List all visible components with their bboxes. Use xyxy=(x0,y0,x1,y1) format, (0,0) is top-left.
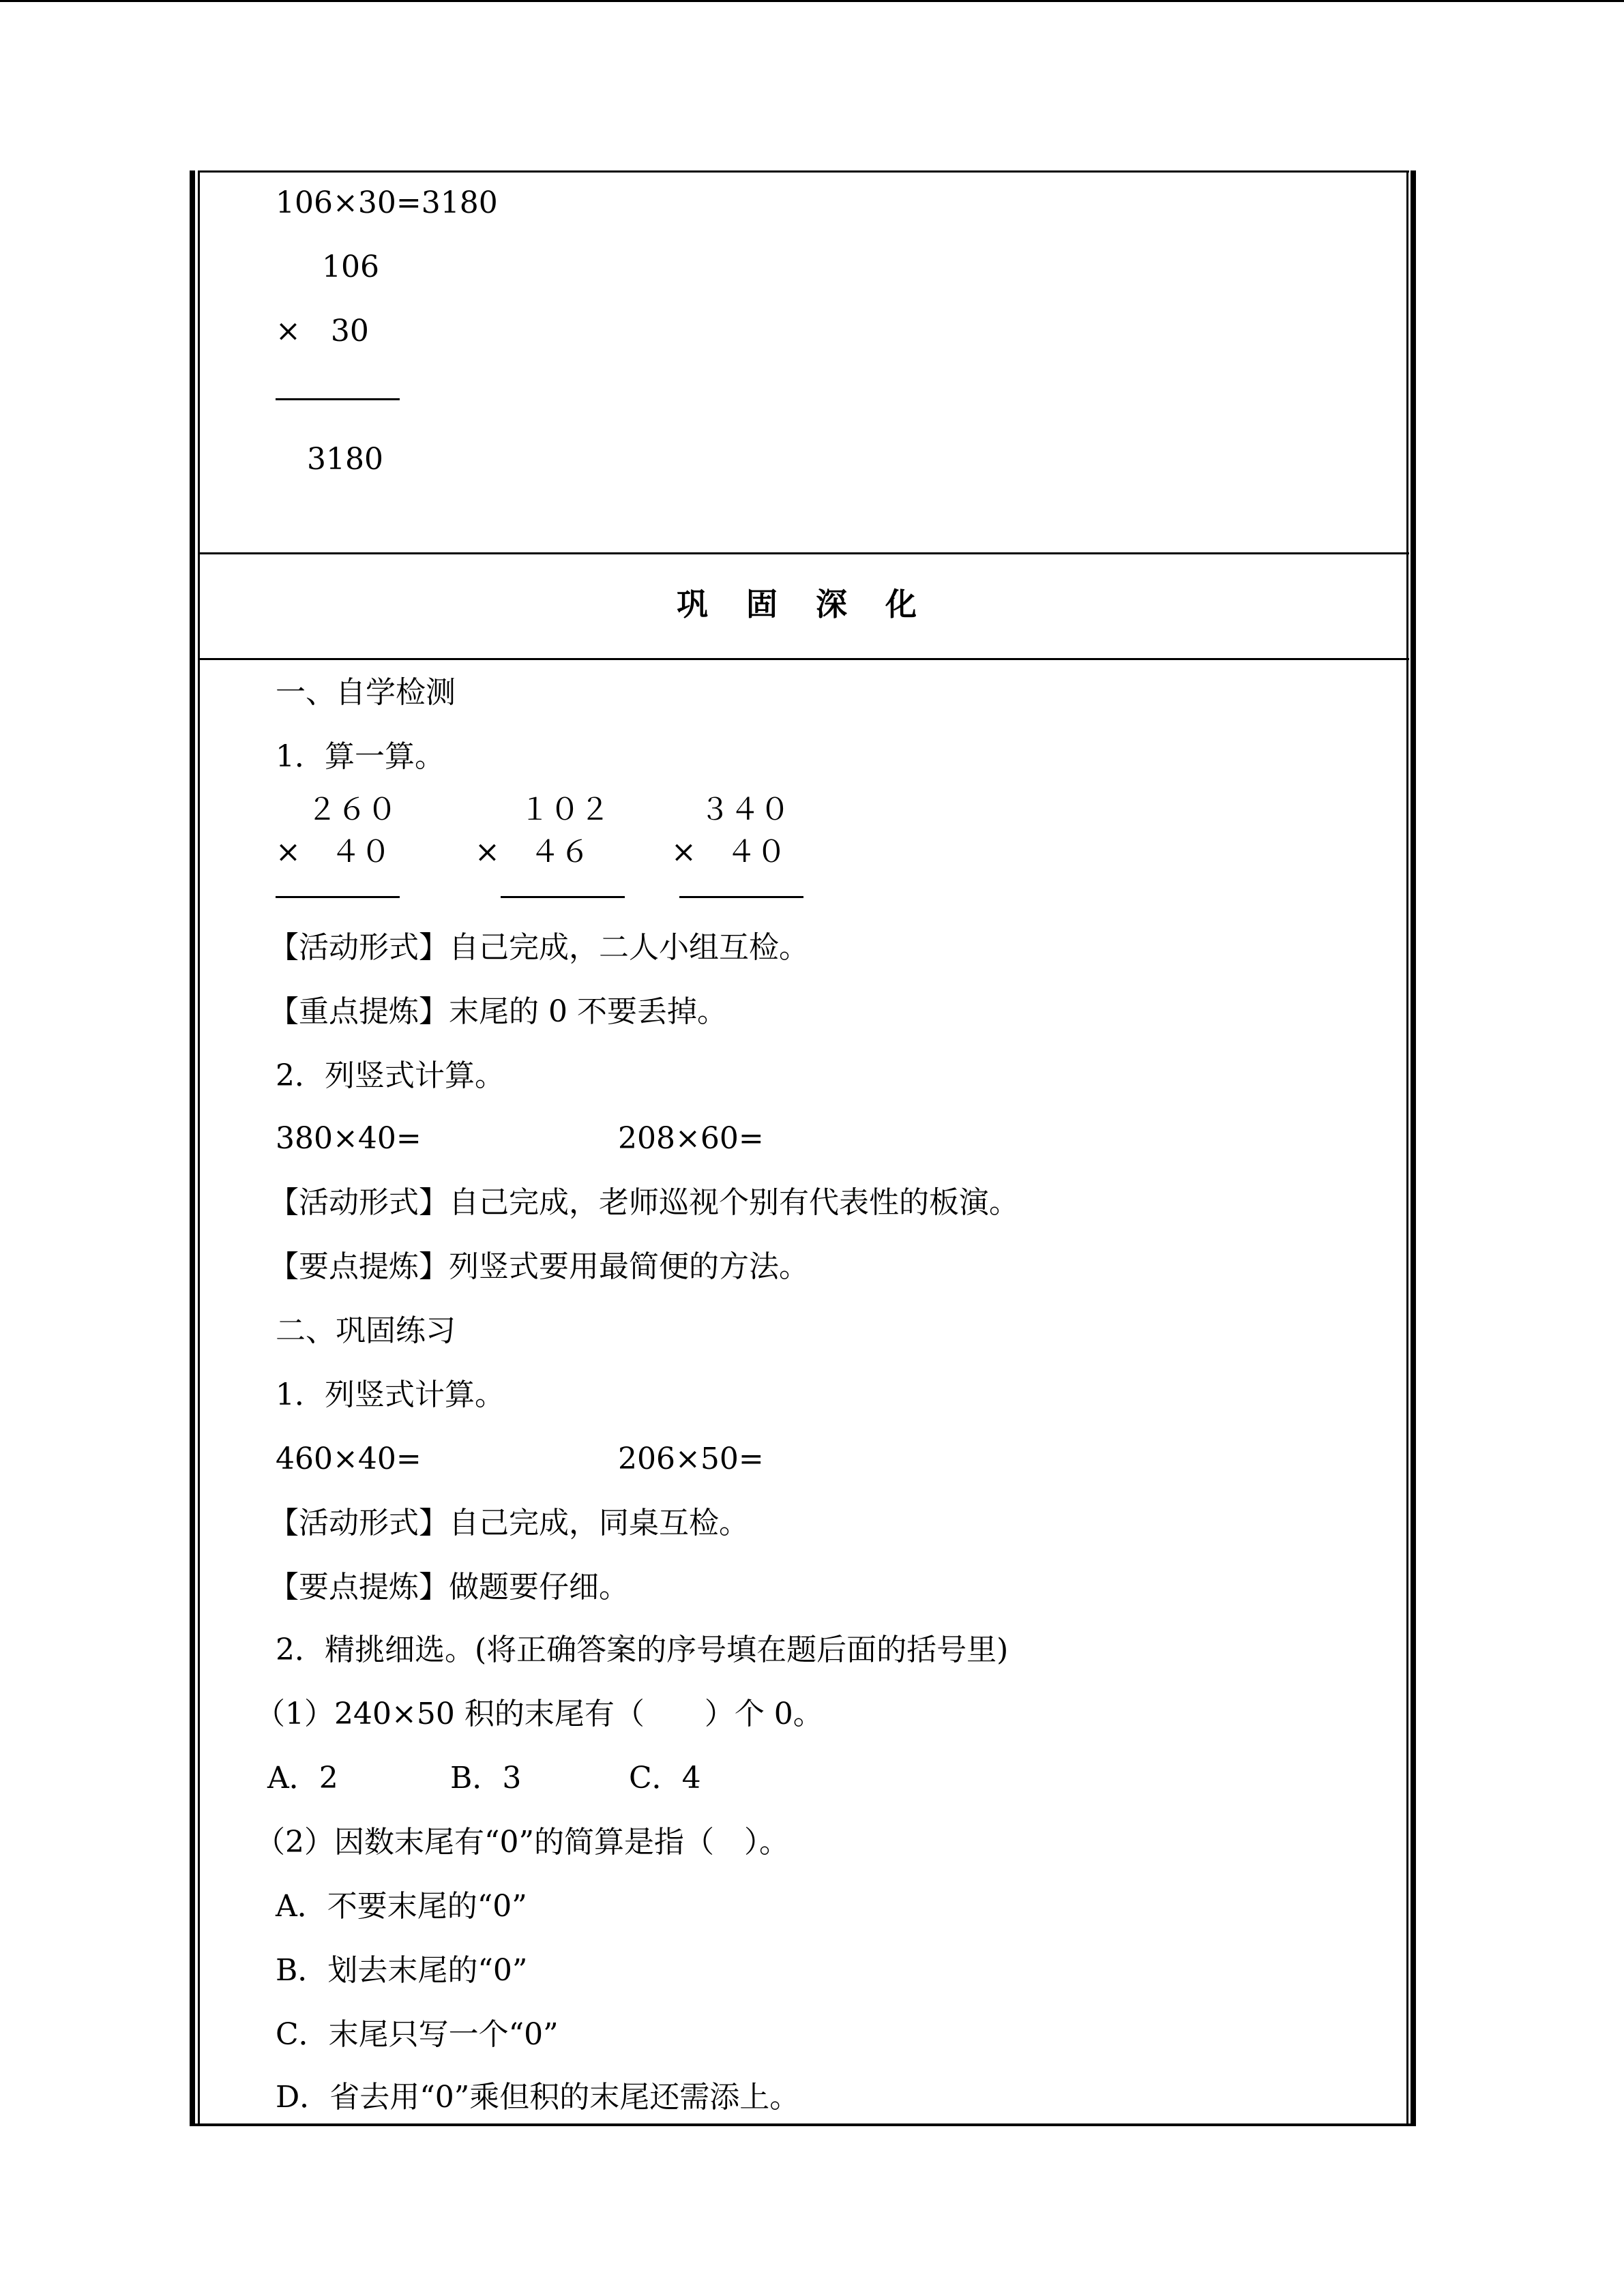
table-left-border-thin xyxy=(198,170,200,2126)
practice-q2-sub2-question: （2）因数末尾有“0”的简算是指（ ）。 xyxy=(255,1825,789,1860)
page-top-rule xyxy=(0,0,1624,2)
practice-q2-sub2-option-d: D．省去用“0”乘但积的末尾还需添上。 xyxy=(276,2080,800,2115)
practice-q1-expr-a: 460×40= xyxy=(276,1442,422,1476)
practice-q2-sub2-option-b: B．划去末尾的“0” xyxy=(276,1953,528,1988)
problem-3-rule xyxy=(679,896,803,898)
practice-q2-sub2-option-c: C．末尾只写一个“0” xyxy=(276,2017,559,2052)
q2-expr-b: 208×60= xyxy=(618,1121,764,1156)
problem-1-top: ２６０ xyxy=(307,792,397,827)
example-vertical-rule xyxy=(276,398,400,400)
problem-3-top: ３４０ xyxy=(700,792,790,827)
example-product: 3180 xyxy=(307,442,383,477)
section-title-top-rule xyxy=(198,552,1409,554)
practice-q1-title: 1．列竖式计算。 xyxy=(276,1377,505,1412)
section-title: 巩 固 深 化 xyxy=(676,586,931,623)
practice-q1-activity: 【活动形式】自己完成，同桌互检。 xyxy=(269,1506,749,1540)
practice-heading: 二、巩固练习 xyxy=(276,1313,456,1348)
table-left-border-thick xyxy=(190,170,195,2126)
problem-3-bottom: × ４０ xyxy=(671,835,786,869)
q2-key-point: 【要点提炼】列竖式要用最简便的方法。 xyxy=(269,1249,809,1284)
q1-title: 1．算一算。 xyxy=(276,739,445,774)
practice-q2-sub1-question: （1）240×50 积的末尾有（ ）个 0。 xyxy=(255,1697,823,1731)
table-right-border-thin xyxy=(1406,170,1408,2126)
problem-2-top: １０２ xyxy=(520,792,610,827)
problem-1-bottom: × ４０ xyxy=(276,835,391,869)
example-multiplicand: 106 xyxy=(322,250,379,284)
practice-q2-sub1-option-c: C．4 xyxy=(629,1761,701,1795)
problem-1-rule xyxy=(276,896,400,898)
q2-expr-a: 380×40= xyxy=(276,1121,422,1156)
table-top-border xyxy=(198,170,1409,173)
practice-q2-title: 2．精挑细选。(将正确答案的序号填在题后面的括号里) xyxy=(276,1632,1009,1667)
table-bottom-border xyxy=(190,2123,1416,2126)
q1-key-point: 【重点提炼】末尾的 0 不要丢掉。 xyxy=(269,994,727,1029)
example-equation: 106×30=3180 xyxy=(276,185,498,220)
problem-2-rule xyxy=(501,896,625,898)
q2-title: 2．列竖式计算。 xyxy=(276,1058,505,1093)
table-right-border-thick xyxy=(1411,170,1416,2126)
section-title-bottom-rule xyxy=(198,658,1409,660)
practice-q1-expr-b: 206×50= xyxy=(618,1442,764,1476)
example-multiplier: × 30 xyxy=(276,314,369,348)
self-check-heading: 一、自学检测 xyxy=(276,675,456,710)
practice-q2-sub2-option-a: A．不要末尾的“0” xyxy=(276,1889,527,1924)
practice-q1-key-point: 【要点提炼】做题要仔细。 xyxy=(269,1570,629,1605)
problem-2-bottom: × ４６ xyxy=(475,835,590,869)
q1-activity: 【活动形式】自己完成，二人小组互检。 xyxy=(269,930,809,965)
q2-activity: 【活动形式】自己完成，老师巡视个别有代表性的板演。 xyxy=(269,1185,1019,1220)
practice-q2-sub1-option-a: A．2 xyxy=(267,1761,338,1795)
practice-q2-sub1-option-b: B．3 xyxy=(450,1761,522,1795)
